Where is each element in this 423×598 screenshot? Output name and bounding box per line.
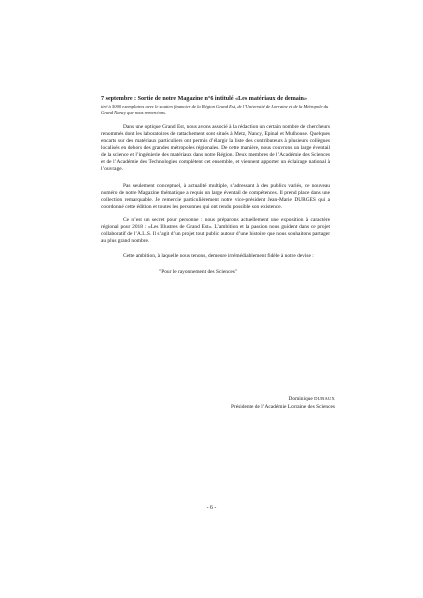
paragraph-1: Dans une optique Grand Est, nous avons associé à la rédaction un certain nombre de chercheurs renommés dont les laboratoires de rattachement sont situés à Metz, Nancy, Epinal et Mulhouse. Quelques encarts sur des matériaux particuliers ont permis d’élargir la liste des contributeurs à plusieurs collègues localisés en dehors des grandes métropoles régionales. De cette manière, nous couvrons un large éventail de la science et l’ingénierie des matériaux dans notre Région. Deux membres de l’Académie des Sciences et de l’Académie des Technologies complètent cet ensemble, et viennent apporter un éclairage national à l’ouvrage.: [101, 124, 330, 172]
signatory-name: [101, 395, 335, 403]
page-number: - 6 -: [206, 505, 217, 511]
motto: "Pour le rayonnement des Sciences": [159, 269, 238, 275]
paragraph-3: Ce n’est un secret pour personne : nous préparons actuellement une exposition à caractère régional pour 2018 : «Les Illustres de Grand Est». L’ambition et la passion nous guident dans ce projet collaboratif de l’A.L.S. Il s’agit d’un projet tout public autour d’une histoire que nous souhaitons partager au plus grand nombre.: [101, 217, 330, 244]
signatory-title: Présidente de l’Académie Lorraine des Sciences: [230, 404, 335, 410]
signatory-last-name: DUBAUX: [314, 396, 335, 401]
funding-note: tiré à 5000 exemplaires avec le soutien financier de la Région Grand Est, de l’Université de Lorraine et de la Métropole du Grand Nancy que nous remercions.: [101, 104, 329, 115]
signatory-first-name: Dominique: [288, 396, 313, 402]
paragraph-4: Cette ambition, à laquelle nous tenons, demeure irrémédiablement fidèle à notre devise :: [123, 253, 314, 259]
article-body: [101, 95, 330, 281]
article-heading: 7 septembre : Sortie de notre Magazine n°6 intitulé «Les matériaux de demain»: [101, 96, 307, 102]
signature-block: [101, 395, 335, 411]
paragraph-2: Pas seulement conceptuel, à actualité multiple, s’adressant à des publics variés, ce nouveau numéro de notre Magazine thématique a requis un large éventail de compétences. Il prend place dans une collection remarquable. Je remercie particulièrement notre vice-président Jean-Marie DURGES qui a coordonné cette édition et toutes les personnes qui ont rendu possible son existence.: [101, 183, 330, 210]
